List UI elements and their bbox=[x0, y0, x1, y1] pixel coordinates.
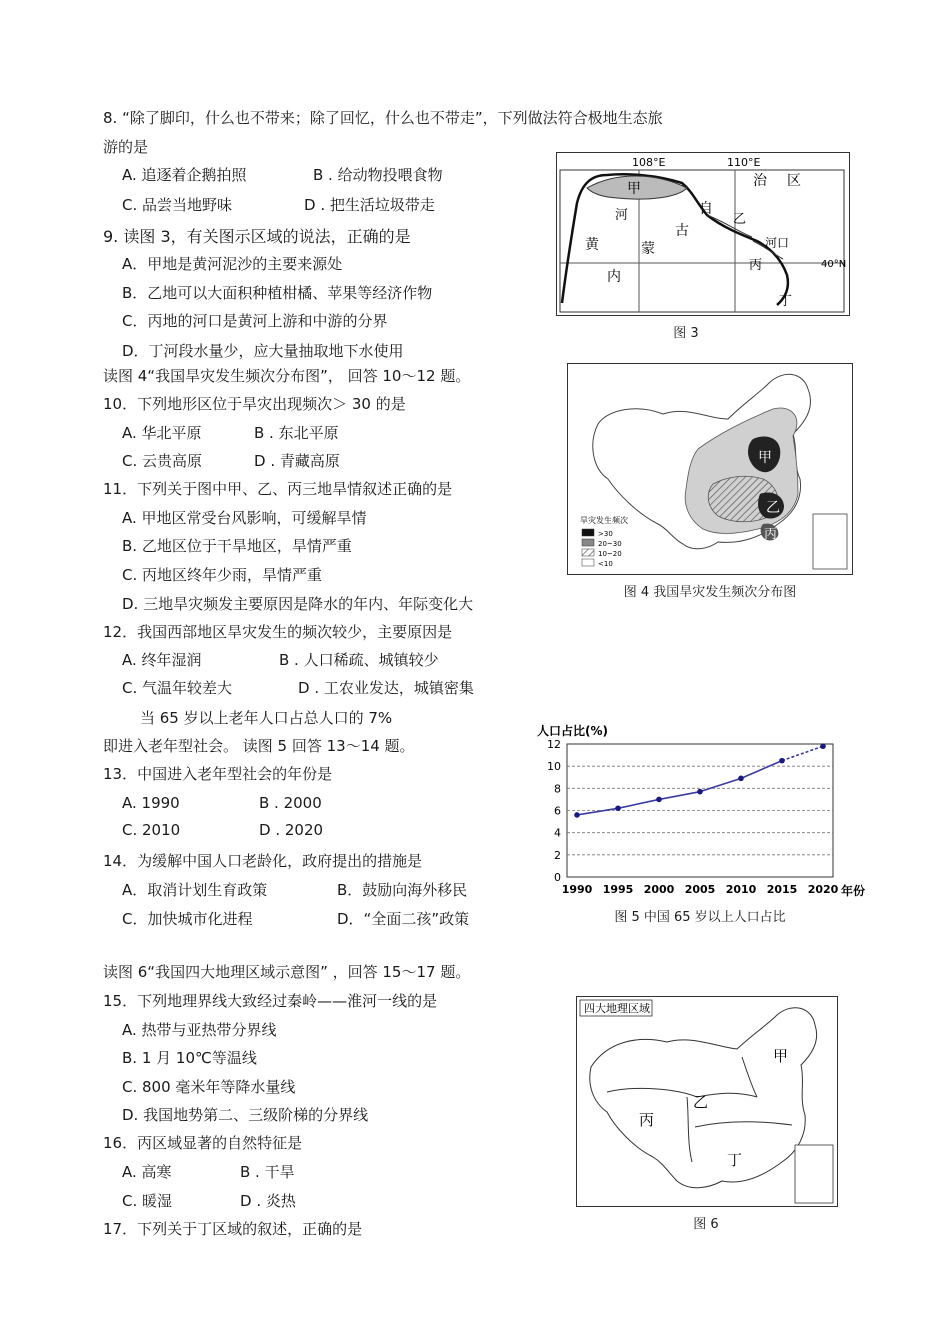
figure-5-chart bbox=[533, 719, 870, 899]
q12-option-d: D . 工农业发达，城镇密集 bbox=[298, 679, 474, 697]
fig3-label-huang: 黄 bbox=[585, 237, 599, 253]
chart-xtick-label: 1995 bbox=[602, 883, 634, 896]
fig3-label-nei: 内 bbox=[607, 269, 621, 285]
chart-ylabel: 人口占比(%) bbox=[537, 724, 608, 738]
fig3-label-ding: 丁 bbox=[779, 294, 793, 309]
q16-option-a: A. 高寒 bbox=[122, 1163, 172, 1181]
q11-option-b: B. 乙地区位于干旱地区，旱情严重 bbox=[122, 537, 352, 555]
figure-4-caption: 图 4 我国旱灾发生频次分布图 bbox=[623, 585, 797, 600]
q15-option-a: A. 热带与亚热带分界线 bbox=[122, 1021, 277, 1039]
q14-stem: 14．为缓解中国人口老龄化，政府提出的措施是 bbox=[103, 852, 423, 870]
q11-option-d: D. 三地旱灾频发主要原因是降水的年内、年际变化大 bbox=[122, 595, 474, 613]
chart-line-segment bbox=[741, 761, 782, 779]
q10-option-c: C. 云贵高原 bbox=[122, 452, 203, 470]
q14-option-a: A．取消计划生育政策 bbox=[122, 881, 268, 899]
chart-ytick-label: 6 bbox=[554, 804, 561, 818]
figure-6-caption: 图 6 bbox=[693, 1217, 719, 1232]
figure-3-caption: 图 3 bbox=[673, 326, 699, 341]
q12-option-c: C. 气温年较差大 bbox=[122, 679, 233, 697]
fig6-label-ding: 丁 bbox=[727, 1151, 743, 1169]
fig4-label-bing: 丙 bbox=[764, 527, 778, 542]
chart-point bbox=[656, 797, 662, 803]
intro-13-14-line2: 即进入老年型社会。 读图 5 回答 13～14 题。 bbox=[103, 737, 415, 755]
q8-stem-cont: 游的是 bbox=[103, 138, 149, 156]
fig4-legend-title: 旱灾发生频次 bbox=[580, 516, 628, 525]
q8-stem: 8. “除了脚印，什么也不带来；除了回忆，什么也不带走”，下列做法符合极地生态旅 bbox=[103, 109, 663, 127]
q13-option-a: A. 1990 bbox=[122, 794, 180, 812]
chart-xunit: 年份 bbox=[841, 884, 866, 898]
fig3-label-jia: 甲 bbox=[627, 181, 641, 197]
q9-option-c: C．丙地的河口是黄河上游和中游的分界 bbox=[122, 312, 388, 330]
chart-point bbox=[738, 776, 744, 782]
fig3-lon-110: 110°E bbox=[727, 156, 761, 169]
fig6-title: 四大地理区域 bbox=[584, 1002, 650, 1015]
chart-ytick-label: 8 bbox=[554, 782, 561, 796]
chart-line-segment bbox=[659, 792, 700, 800]
chart-ytick-label: 0 bbox=[554, 871, 561, 884]
q10-stem: 10．下列地形区位于旱灾出现频次＞ 30 的是 bbox=[103, 395, 406, 413]
fig3-lon-108: 108°E bbox=[632, 156, 666, 169]
q12-stem: 12．我国西部地区旱灾发生的频次较少，主要原因是 bbox=[103, 623, 453, 641]
q11-option-c: C. 丙地区终年少雨，旱情严重 bbox=[122, 566, 323, 584]
q11-option-a: A. 甲地区常受台风影响，可缓解旱情 bbox=[122, 509, 367, 527]
chart-point bbox=[697, 789, 703, 795]
q8-option-c: C. 品尝当地野味 bbox=[122, 196, 233, 214]
q10-option-a: A. 华北平原 bbox=[122, 424, 202, 442]
q16-option-b: B . 干旱 bbox=[240, 1163, 295, 1181]
intro-10-12: 读图 4“我国旱灾发生频次分布图”， 回答 10～12 题。 bbox=[103, 367, 471, 385]
figure-3-map bbox=[556, 152, 850, 316]
fig3-label-meng: 蒙 bbox=[641, 241, 655, 257]
q10-option-d: D . 青藏高原 bbox=[254, 452, 340, 470]
fig3-label-zi: 自 bbox=[699, 201, 713, 217]
intro-13-14-line1: 当 65 岁以上老年人口占总人口的 7% bbox=[140, 709, 393, 727]
q17-stem: 17．下列关于丁区域的叙述，正确的是 bbox=[103, 1220, 363, 1238]
q15-option-c: C. 800 毫米年等降水量线 bbox=[122, 1078, 296, 1096]
chart-point bbox=[779, 758, 785, 764]
intro-15-17: 读图 6“我国四大地理区域示意图” ，回答 15～17 题。 bbox=[103, 963, 471, 981]
q15-option-b: B. 1 月 10℃等温线 bbox=[122, 1049, 257, 1067]
fig3-label-he: 河 bbox=[615, 208, 629, 223]
q9-option-b: B．乙地可以大面积种植柑橘、苹果等经济作物 bbox=[122, 284, 433, 302]
q13-stem: 13．中国进入老年型社会的年份是 bbox=[103, 765, 333, 783]
chart-xtick-label: 2020 bbox=[807, 883, 839, 896]
q16-option-c: C. 暖湿 bbox=[122, 1192, 173, 1210]
fig3-label-yi: 乙 bbox=[733, 212, 747, 227]
q8-option-d: D . 把生活垃圾带走 bbox=[304, 196, 435, 214]
chart-point bbox=[615, 805, 621, 811]
q9-option-d: D．丁河段水量少，应大量抽取地下水使用 bbox=[122, 342, 404, 360]
chart-point bbox=[820, 743, 826, 749]
q10-option-b: B . 东北平原 bbox=[254, 424, 339, 442]
q14-option-b: B．鼓励向海外移民 bbox=[337, 881, 468, 899]
q11-stem: 11．下列关于图中甲、乙、丙三地旱情叙述正确的是 bbox=[103, 480, 453, 498]
chart-point bbox=[574, 812, 580, 818]
fig4-label-yi: 乙 bbox=[766, 500, 780, 516]
chart-line-segment bbox=[577, 808, 618, 815]
fig3-label-bing: 丙 bbox=[749, 258, 763, 273]
q13-option-c: C. 2010 bbox=[122, 821, 181, 839]
q16-stem: 16．丙区域显著的自然特征是 bbox=[103, 1134, 303, 1152]
fig6-label-yi: 乙 bbox=[693, 1093, 709, 1111]
chart-xtick-label: 1990 bbox=[561, 883, 593, 896]
fig4-label-jia: 甲 bbox=[758, 450, 772, 466]
chart-xtick-label: 2000 bbox=[643, 883, 675, 896]
figure-5-caption: 图 5 中国 65 岁以上人口占比 bbox=[614, 910, 786, 925]
chart-line-segment bbox=[700, 778, 741, 791]
fig3-label-gu: 古 bbox=[675, 223, 689, 239]
q12-option-b: B . 人口稀疏、城镇较少 bbox=[279, 651, 439, 669]
chart-line-segment bbox=[618, 799, 659, 808]
chart-xtick-label: 2005 bbox=[684, 883, 716, 896]
chart-ytick-label: 4 bbox=[554, 826, 561, 840]
chart-ytick-label: 10 bbox=[547, 760, 561, 774]
q14-option-d: D．“全面二孩”政策 bbox=[337, 910, 470, 928]
fig4-legend-1: >30 bbox=[598, 530, 613, 538]
fig3-lat-40: 40°N bbox=[821, 259, 847, 270]
chart-xtick-label: 2010 bbox=[725, 883, 757, 896]
figure-6-map bbox=[576, 996, 838, 1207]
fig3-label-zhi: 治 bbox=[753, 173, 767, 189]
q9-stem: 9. 读图 3，有关图示区域的说法，正确的是 bbox=[103, 227, 411, 246]
chart-ytick-label: 12 bbox=[547, 738, 561, 751]
q13-option-b: B . 2000 bbox=[259, 794, 322, 812]
q14-option-c: C．加快城市化进程 bbox=[122, 910, 253, 928]
q13-option-d: D . 2020 bbox=[259, 821, 324, 839]
fig3-label-qu: 区 bbox=[787, 173, 801, 189]
fig6-label-jia: 甲 bbox=[773, 1047, 789, 1065]
fig6-label-bing: 丙 bbox=[639, 1111, 655, 1129]
q12-option-a: A. 终年湿润 bbox=[122, 651, 202, 669]
q16-option-d: D . 炎热 bbox=[240, 1192, 296, 1210]
chart-ytick-label: 2 bbox=[554, 848, 561, 862]
q8-option-a: A. 追逐着企鹅拍照 bbox=[122, 166, 247, 184]
figure-4-map bbox=[567, 363, 853, 575]
fig4-legend-2: 20~30 bbox=[598, 540, 622, 548]
chart-xtick-label: 2015 bbox=[766, 883, 798, 896]
fig4-legend-4: <10 bbox=[598, 560, 613, 568]
fig3-label-hekou: 河口 bbox=[765, 236, 790, 250]
fig4-legend-3: 10~20 bbox=[598, 550, 622, 558]
chart-line-segment bbox=[782, 746, 823, 760]
q8-option-b: B . 给动物投喂食物 bbox=[313, 166, 443, 184]
q15-option-d: D. 我国地势第二、三级阶梯的分界线 bbox=[122, 1106, 369, 1124]
q15-stem: 15．下列地理界线大致经过秦岭——淮河一线的是 bbox=[103, 992, 438, 1010]
q9-option-a: A．甲地是黄河泥沙的主要来源处 bbox=[122, 255, 343, 273]
